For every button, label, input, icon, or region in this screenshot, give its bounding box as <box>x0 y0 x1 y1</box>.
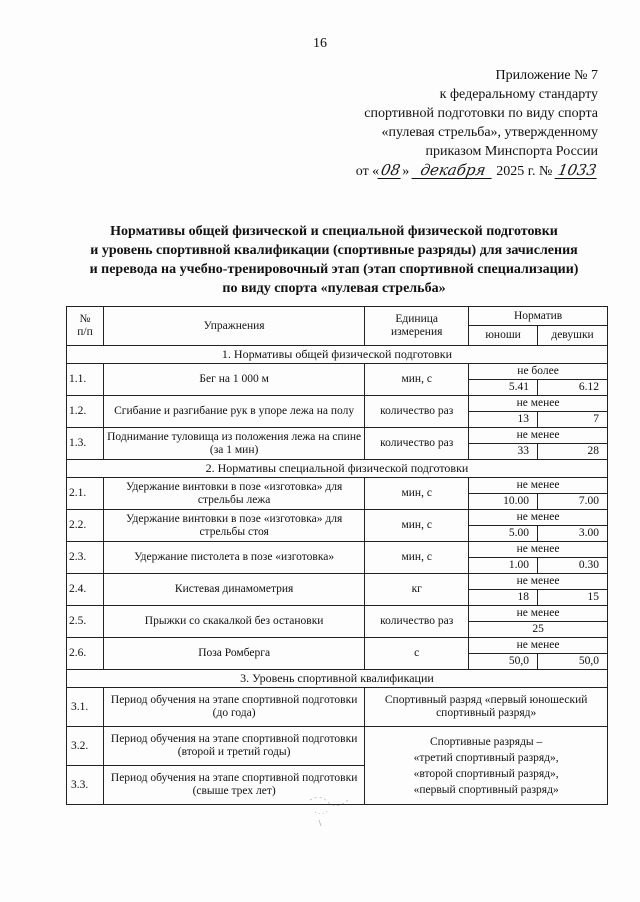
value-boys: 33 <box>469 444 538 460</box>
handwritten-order-number: 1033 <box>556 161 598 179</box>
row-num: 3.3. <box>67 766 104 805</box>
row-num: 2.2. <box>67 510 104 542</box>
table-row <box>67 428 608 444</box>
row-num: 2.1. <box>67 478 104 510</box>
header-norm: Норматив <box>469 307 608 326</box>
row-exercise: Период обучения на этапе спортивной подготовки (до года) <box>103 688 364 727</box>
table-row <box>67 478 608 494</box>
value-boys: 10.00 <box>469 494 538 510</box>
value-girls: 0.30 <box>538 558 608 574</box>
row-unit: с <box>365 638 469 670</box>
row-num: 2.3. <box>67 542 104 574</box>
section-title: 1. Нормативы общей физической подготовки <box>67 346 608 364</box>
header-num: № п/п <box>67 307 104 346</box>
table-row <box>67 638 608 654</box>
appendix-line: к федеральному стандарту <box>439 87 598 102</box>
table-row <box>67 396 608 412</box>
appendix-line: спортивной подготовки по виду спорта <box>364 106 598 121</box>
appendix-line: приказом Минспорта России <box>425 144 598 159</box>
table-row <box>67 574 608 590</box>
row-exercise: Сгибание и разгибание рук в упоре лежа на полу <box>103 396 364 428</box>
section-title: 2. Нормативы специальной физической подготовки <box>67 460 608 478</box>
row-condition: не менее <box>469 478 608 494</box>
header-unit: Единица измерения <box>365 307 469 346</box>
value-boys: 5.00 <box>469 526 538 542</box>
value-girls: 7 <box>538 412 608 428</box>
table-row <box>67 606 608 622</box>
value-boys: 13 <box>469 412 538 428</box>
row-condition: не менее <box>469 396 608 412</box>
title-line: Нормативы общей физической и специальной физической подготовки <box>110 224 558 239</box>
row-exercise: Бег на 1 000 м <box>103 364 364 396</box>
title-line: и уровень спортивной квалификации (спортивные разряды) для зачисления <box>90 243 578 258</box>
row-num: 2.5. <box>67 606 104 638</box>
row-unit: мин, с <box>365 542 469 574</box>
row-unit: мин, с <box>365 478 469 510</box>
date-mid: » <box>402 164 410 179</box>
row-num: 1.2. <box>67 396 104 428</box>
row-exercise: Удержание пистолета в позе «изготовка» <box>103 542 364 574</box>
date-prefix: от « <box>355 164 380 179</box>
appendix-line: «пулевая стрельба», утвержденному <box>381 125 598 140</box>
header-boys: юноши <box>469 326 538 346</box>
row-condition: не менее <box>469 638 608 654</box>
row-exercise: Удержание винтовки в позе «изготовка» для стрельбы стоя <box>103 510 364 542</box>
row-exercise: Период обучения на этапе спортивной подготовки (свыше трех лет) <box>103 766 364 805</box>
row-condition: не менее <box>469 574 608 590</box>
row-condition: не менее <box>469 542 608 558</box>
value-girls: 50,0 <box>538 654 608 670</box>
row-num: 1.3. <box>67 428 104 460</box>
row-unit: количество раз <box>365 396 469 428</box>
year-text: 2025 г. № <box>496 164 553 179</box>
document-title <box>60 222 608 298</box>
row-condition: не менее <box>469 510 608 526</box>
row-exercise: Период обучения на этапе спортивной подготовки (второй и третий годы) <box>103 727 364 766</box>
value-girls: 3.00 <box>538 526 608 542</box>
table-row <box>67 542 608 558</box>
appendix-header <box>298 66 598 181</box>
title-line: и перевода на учебно-тренировочный этап (этап спортивной специализации) <box>89 262 579 277</box>
handwritten-month: декабря <box>411 162 494 179</box>
table-row <box>67 510 608 526</box>
value-combined: 25 <box>469 622 608 638</box>
row-num: 3.1. <box>67 688 104 727</box>
row-exercise: Поза Ромберга <box>103 638 364 670</box>
value-girls: 28 <box>538 444 608 460</box>
value-boys: 50,0 <box>469 654 538 670</box>
value-boys: 18 <box>469 590 538 606</box>
appendix-line: Приложение № 7 <box>495 68 598 83</box>
value-boys: 5.41 <box>469 380 538 396</box>
header-exercise: Упражнения <box>103 307 364 346</box>
row-unit: количество раз <box>365 606 469 638</box>
table-header-row <box>67 307 608 326</box>
page-number: 16 <box>313 36 327 51</box>
row-result: Спортивный разряд «первый юношеский спортивный разряд» <box>365 688 608 727</box>
order-date-line <box>298 162 598 181</box>
row-num: 3.2. <box>67 727 104 766</box>
row-exercise: Удержание винтовки в позе «изготовка» для стрельбы лежа <box>103 478 364 510</box>
table-row <box>67 364 608 380</box>
value-girls: 7.00 <box>538 494 608 510</box>
row-condition: не менее <box>469 606 608 622</box>
row-num: 2.6. <box>67 638 104 670</box>
value-boys: 1.00 <box>469 558 538 574</box>
row-exercise: Кистевая динамометрия <box>103 574 364 606</box>
row-condition: не более <box>469 364 608 380</box>
row-unit: мин, с <box>365 510 469 542</box>
row-condition: не менее <box>469 428 608 444</box>
table-row <box>67 688 608 727</box>
merged-result: Спортивные разряды – «третий спортивный разряд», «второй спортивный разряд», «первый спортивный разряд» <box>365 727 608 805</box>
row-unit: кг <box>365 574 469 606</box>
scan-mark <box>305 790 355 830</box>
section-title: 3. Уровень спортивной квалификации <box>67 670 608 688</box>
row-exercise: Поднимание туловища из положения лежа на спине (за 1 мин) <box>103 428 364 460</box>
table-row <box>67 727 608 766</box>
row-exercise: Прыжки со скакалкой без остановки <box>103 606 364 638</box>
value-girls: 6.12 <box>538 380 608 396</box>
value-girls: 15 <box>538 590 608 606</box>
row-unit: мин, с <box>365 364 469 396</box>
row-unit: количество раз <box>365 428 469 460</box>
standards-table <box>66 306 608 805</box>
handwritten-day: 08 <box>379 161 402 179</box>
title-line: по виду спорта «пулевая стрельба» <box>222 281 446 296</box>
row-num: 2.4. <box>67 574 104 606</box>
header-girls: девушки <box>538 326 608 346</box>
row-num: 1.1. <box>67 364 104 396</box>
